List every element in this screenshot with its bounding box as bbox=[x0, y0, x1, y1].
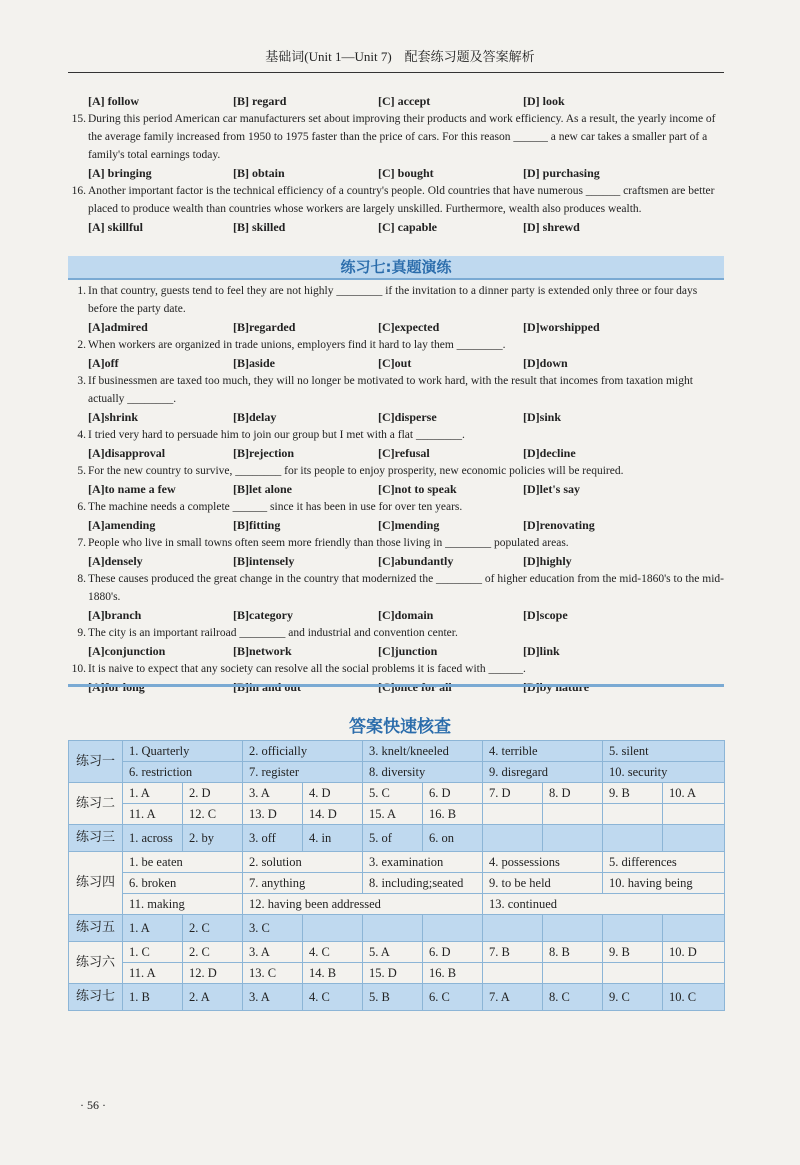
answer-cell: 4. possessions bbox=[483, 852, 603, 873]
header-rule bbox=[68, 72, 724, 73]
answer-cell: 8. C bbox=[543, 984, 603, 1011]
options-row bbox=[88, 92, 724, 110]
answer-cell: 12. C bbox=[183, 804, 243, 825]
question-text: For the new country to survive, ________ for its people to enjoy prosperity, new economic policies will be required. bbox=[88, 465, 624, 477]
option-c: [C] accept bbox=[378, 94, 431, 108]
option-d: [D]down bbox=[523, 356, 568, 370]
option-a: [A]conjunction bbox=[88, 644, 166, 658]
exercise-seven-questions bbox=[71, 282, 724, 696]
answer-cell: 2. by bbox=[183, 825, 243, 852]
answer-cell: 7. A bbox=[483, 984, 543, 1011]
answer-cell: 13. D bbox=[243, 804, 303, 825]
option-b: [B] obtain bbox=[233, 166, 285, 180]
question-number: 1. bbox=[77, 285, 86, 297]
answer-cell: 8. including;seated bbox=[363, 873, 483, 894]
option-b: [B]network bbox=[233, 644, 292, 658]
answer-cell: 12. D bbox=[183, 963, 243, 984]
answer-cell: 3. examination bbox=[363, 852, 483, 873]
question-number: 5. bbox=[77, 465, 86, 477]
option-c: [C] capable bbox=[378, 220, 437, 234]
options-row bbox=[88, 606, 724, 624]
option-b: [B]rejection bbox=[233, 446, 295, 460]
question-number: 16. bbox=[71, 185, 86, 197]
answer-cell: 4. C bbox=[303, 984, 363, 1011]
answer-cell: 3. knelt/kneeled bbox=[363, 741, 483, 762]
answer-cell: 4. C bbox=[303, 942, 363, 963]
answer-row bbox=[69, 873, 725, 894]
option-c: [C]expected bbox=[378, 320, 440, 334]
answer-cell bbox=[543, 915, 603, 942]
answer-cell: 6. D bbox=[423, 942, 483, 963]
question-3 bbox=[77, 372, 724, 426]
answer-cell bbox=[543, 804, 603, 825]
answer-cell bbox=[603, 963, 663, 984]
answer-cell: 1. A bbox=[123, 783, 183, 804]
option-b: [B]delay bbox=[233, 410, 277, 424]
answer-row bbox=[69, 741, 725, 762]
answer-cell bbox=[603, 825, 663, 852]
answer-cell: 1. Quarterly bbox=[123, 741, 243, 762]
running-header: 基础词(Unit 1—Unit 7) 配套练习题及答案解析 bbox=[265, 49, 535, 64]
answer-cell: 9. B bbox=[603, 942, 663, 963]
page-number: · 56 · bbox=[80, 1098, 106, 1112]
option-a: [A]branch bbox=[88, 608, 142, 622]
answer-cell bbox=[603, 804, 663, 825]
answer-cell bbox=[423, 915, 483, 942]
section-divider bbox=[68, 684, 724, 687]
question-number: 2. bbox=[77, 339, 86, 351]
option-d: [D]let's say bbox=[523, 482, 580, 496]
option-c: [C]disperse bbox=[378, 410, 437, 424]
answer-row bbox=[69, 915, 725, 942]
answer-cell: 7. register bbox=[243, 762, 363, 783]
answer-cell: 8. B bbox=[543, 942, 603, 963]
option-a: [A]to name a few bbox=[88, 482, 176, 496]
question-text: People who live in small towns often seem more friendly than those living in ________ populated areas. bbox=[88, 537, 569, 549]
answer-cell: 9. B bbox=[603, 783, 663, 804]
question-text: The machine needs a complete ______ since it has been in use for over ten years. bbox=[88, 501, 463, 513]
answer-cell: 5. A bbox=[363, 942, 423, 963]
answer-cell bbox=[483, 804, 543, 825]
answer-cell: 9. C bbox=[603, 984, 663, 1011]
answer-cell: 10. having being bbox=[603, 873, 725, 894]
answer-cell: 1. B bbox=[123, 984, 183, 1011]
option-b: [B]aside bbox=[233, 356, 275, 370]
question-text: During this period American car manufacturers set about improving their products and work efficiency. As a result, the yearly income of the average family increased from 1950 to 1975 faster than the price of cars. For this reason ______ a new car takes a smaller part of a family's total earnings today. bbox=[88, 113, 716, 161]
exercise-label: 练习五 bbox=[69, 915, 123, 942]
exercise-label: 练习七 bbox=[69, 984, 123, 1011]
answer-cell bbox=[663, 825, 725, 852]
question-7 bbox=[77, 534, 724, 570]
answer-cell: 14. B bbox=[303, 963, 363, 984]
option-d: [D]renovating bbox=[523, 518, 595, 532]
answer-cell: 5. C bbox=[363, 783, 423, 804]
option-b: [B]regarded bbox=[233, 320, 296, 334]
answer-cell: 5. silent bbox=[603, 741, 725, 762]
question-10 bbox=[71, 660, 724, 696]
answer-cell: 15. D bbox=[363, 963, 423, 984]
option-a: [A]disapproval bbox=[88, 446, 166, 460]
answer-cell: 14. D bbox=[303, 804, 363, 825]
option-c: [C]domain bbox=[378, 608, 434, 622]
question-16 bbox=[71, 182, 724, 236]
question-number: 3. bbox=[77, 375, 86, 387]
option-b: [B]let alone bbox=[233, 482, 292, 496]
option-c: [C]mending bbox=[378, 518, 440, 532]
answer-cell: 7. B bbox=[483, 942, 543, 963]
option-d: [D] purchasing bbox=[523, 166, 600, 180]
option-d: [D]decline bbox=[523, 446, 576, 460]
option-b: [B]category bbox=[233, 608, 293, 622]
question-number: 9. bbox=[77, 627, 86, 639]
question-text: I tried very hard to persuade him to join our group but I met with a flat ________. bbox=[88, 429, 465, 441]
answer-row bbox=[69, 963, 725, 984]
option-a: [A]for long bbox=[88, 680, 145, 694]
answer-cell: 12. having been addressed bbox=[243, 894, 483, 915]
question-text: In that country, guests tend to feel they are not highly ________ if the invitation to a dinner party is extended only three or four days before the party date. bbox=[88, 285, 698, 315]
options-row bbox=[88, 678, 724, 696]
answer-cell: 4. terrible bbox=[483, 741, 603, 762]
option-a: [A]admired bbox=[88, 320, 148, 334]
answer-cell: 6. D bbox=[423, 783, 483, 804]
answers-title: 答案快速核查 bbox=[349, 717, 451, 737]
answer-cell: 10. D bbox=[663, 942, 725, 963]
top-questions bbox=[71, 92, 724, 236]
answer-cell bbox=[663, 963, 725, 984]
answer-cell: 3. A bbox=[243, 783, 303, 804]
answer-cell: 11. A bbox=[123, 804, 183, 825]
option-a: [A] skillful bbox=[88, 220, 144, 234]
options-row bbox=[88, 552, 724, 570]
answer-cell: 16. B bbox=[423, 963, 483, 984]
option-c: [C]abundantly bbox=[378, 554, 454, 568]
answer-cell: 10. A bbox=[663, 783, 725, 804]
exercise-label: 练习三 bbox=[69, 825, 123, 852]
answer-cell: 6. C bbox=[423, 984, 483, 1011]
option-b: [B]in and out bbox=[233, 680, 302, 694]
options-row bbox=[88, 218, 724, 236]
option-b: [B] skilled bbox=[233, 220, 286, 234]
answer-cell: 10. security bbox=[603, 762, 725, 783]
question-text: If businessmen are taxed too much, they will no longer be motivated to work hard, with the result that incomes from taxation might actually ________. bbox=[88, 375, 693, 405]
option-d: [D]scope bbox=[523, 608, 568, 622]
question-6 bbox=[77, 498, 724, 534]
question-number: 15. bbox=[71, 113, 86, 125]
question-number: 7. bbox=[77, 537, 86, 549]
answer-row bbox=[69, 825, 725, 852]
answer-cell: 9. to be held bbox=[483, 873, 603, 894]
answer-cell: 11. A bbox=[123, 963, 183, 984]
answer-cell: 5. of bbox=[363, 825, 423, 852]
answer-cell bbox=[543, 825, 603, 852]
question-text: These causes produced the great change in the country that modernized the ________ of higher education from the mid-1860's to the mid-1880's. bbox=[88, 573, 724, 603]
option-c: [C]once for all bbox=[378, 680, 452, 694]
option-a: [A]shrink bbox=[88, 410, 139, 424]
answer-cell: 6. broken bbox=[123, 873, 243, 894]
answer-cell: 5. B bbox=[363, 984, 423, 1011]
answer-table bbox=[68, 740, 725, 1011]
answer-cell: 7. anything bbox=[243, 873, 363, 894]
answer-row bbox=[69, 894, 725, 915]
options-row bbox=[88, 354, 724, 372]
question-8 bbox=[77, 570, 724, 624]
question-4 bbox=[77, 426, 724, 462]
answer-cell bbox=[603, 915, 663, 942]
answer-cell bbox=[483, 825, 543, 852]
answer-cell: 3. C bbox=[243, 915, 303, 942]
question-2 bbox=[77, 336, 724, 372]
answer-row bbox=[69, 762, 725, 783]
answer-cell: 2. solution bbox=[243, 852, 363, 873]
option-d: [D] look bbox=[523, 94, 565, 108]
exercise-label: 练习二 bbox=[69, 783, 123, 825]
section-title: 练习七:真题演练 bbox=[68, 256, 724, 280]
options-row bbox=[88, 164, 724, 182]
answer-cell: 13. C bbox=[243, 963, 303, 984]
option-c: [C] bought bbox=[378, 166, 434, 180]
answer-cell: 8. D bbox=[543, 783, 603, 804]
answer-cell: 9. disregard bbox=[483, 762, 603, 783]
answer-cell bbox=[663, 915, 725, 942]
question-5 bbox=[77, 462, 724, 498]
answer-cell: 3. A bbox=[243, 942, 303, 963]
answer-row bbox=[69, 984, 725, 1011]
option-a: [A]off bbox=[88, 356, 119, 370]
option-d: [D]by nature bbox=[523, 680, 590, 694]
options-row bbox=[88, 480, 724, 498]
question-number: 6. bbox=[77, 501, 86, 513]
answer-cell: 7. D bbox=[483, 783, 543, 804]
options-row bbox=[88, 516, 724, 534]
option-b: [B]fitting bbox=[233, 518, 281, 532]
options-row bbox=[88, 408, 724, 426]
question-1 bbox=[77, 282, 724, 336]
question-text: It is naive to expect that any society can resolve all the social problems it is faced with ______. bbox=[88, 663, 526, 675]
option-a: [A]amending bbox=[88, 518, 156, 532]
option-a: [A] bringing bbox=[88, 166, 152, 180]
answer-cell: 2. D bbox=[183, 783, 243, 804]
answer-row bbox=[69, 942, 725, 963]
options-row bbox=[88, 318, 724, 336]
answer-cell: 6. on bbox=[423, 825, 483, 852]
answer-cell bbox=[543, 963, 603, 984]
answer-cell: 3. off bbox=[243, 825, 303, 852]
answer-cell: 5. differences bbox=[603, 852, 725, 873]
option-c: [C]junction bbox=[378, 644, 438, 658]
answer-cell: 13. continued bbox=[483, 894, 725, 915]
answer-cell: 11. making bbox=[123, 894, 243, 915]
answer-cell bbox=[483, 915, 543, 942]
answer-cell: 1. C bbox=[123, 942, 183, 963]
option-c: [C]refusal bbox=[378, 446, 430, 460]
answer-cell: 2. C bbox=[183, 915, 243, 942]
option-b: [B] regard bbox=[233, 94, 287, 108]
exercise-label: 练习六 bbox=[69, 942, 123, 984]
answer-cell: 1. be eaten bbox=[123, 852, 243, 873]
answer-cell: 1. A bbox=[123, 915, 183, 942]
answer-cell: 2. A bbox=[183, 984, 243, 1011]
option-d: [D]worshipped bbox=[523, 320, 600, 334]
question-number: 8. bbox=[77, 573, 86, 585]
answer-cell: 6. restriction bbox=[123, 762, 243, 783]
answer-cell: 4. in bbox=[303, 825, 363, 852]
option-c: [C]not to speak bbox=[378, 482, 457, 496]
question-15 bbox=[71, 110, 724, 182]
answer-cell: 2. officially bbox=[243, 741, 363, 762]
question-text: When workers are organized in trade unions, employers find it hard to lay them ________. bbox=[88, 339, 506, 351]
option-c: [C]out bbox=[378, 356, 412, 370]
option-a: [A] follow bbox=[88, 94, 139, 108]
exercise-label: 练习一 bbox=[69, 741, 123, 783]
option-d: [D]link bbox=[523, 644, 560, 658]
question-text: The city is an important railroad ________ and industrial and convention center. bbox=[88, 627, 458, 639]
answer-row bbox=[69, 783, 725, 804]
answer-cell: 16. B bbox=[423, 804, 483, 825]
question-number: 10. bbox=[71, 663, 86, 675]
option-d: [D] shrewd bbox=[523, 220, 580, 234]
answer-cell: 2. C bbox=[183, 942, 243, 963]
answer-cell: 8. diversity bbox=[363, 762, 483, 783]
answer-cell: 1. across bbox=[123, 825, 183, 852]
answer-cell bbox=[303, 915, 363, 942]
question-9 bbox=[77, 624, 724, 660]
answer-row bbox=[69, 852, 725, 873]
exercise-label: 练习四 bbox=[69, 852, 123, 915]
answer-row bbox=[69, 804, 725, 825]
option-b: [B]intensely bbox=[233, 554, 295, 568]
answer-cell bbox=[663, 804, 725, 825]
option-d: [D]highly bbox=[523, 554, 572, 568]
options-row bbox=[88, 444, 724, 462]
answer-cell bbox=[363, 915, 423, 942]
options-row bbox=[88, 642, 724, 660]
option-d: [D]sink bbox=[523, 410, 562, 424]
option-a: [A]densely bbox=[88, 554, 143, 568]
answer-cell bbox=[483, 963, 543, 984]
question-text: Another important factor is the technical efficiency of a country's people. Old countries that have numerous ______ craftsmen are better placed to produce wealth than countries whose workers are largely unskilled. Furthermore, wealth also produces wealth. bbox=[88, 185, 715, 215]
question-number: 4. bbox=[77, 429, 86, 441]
answer-cell: 3. A bbox=[243, 984, 303, 1011]
answer-cell: 10. C bbox=[663, 984, 725, 1011]
answer-cell: 15. A bbox=[363, 804, 423, 825]
answer-cell: 4. D bbox=[303, 783, 363, 804]
